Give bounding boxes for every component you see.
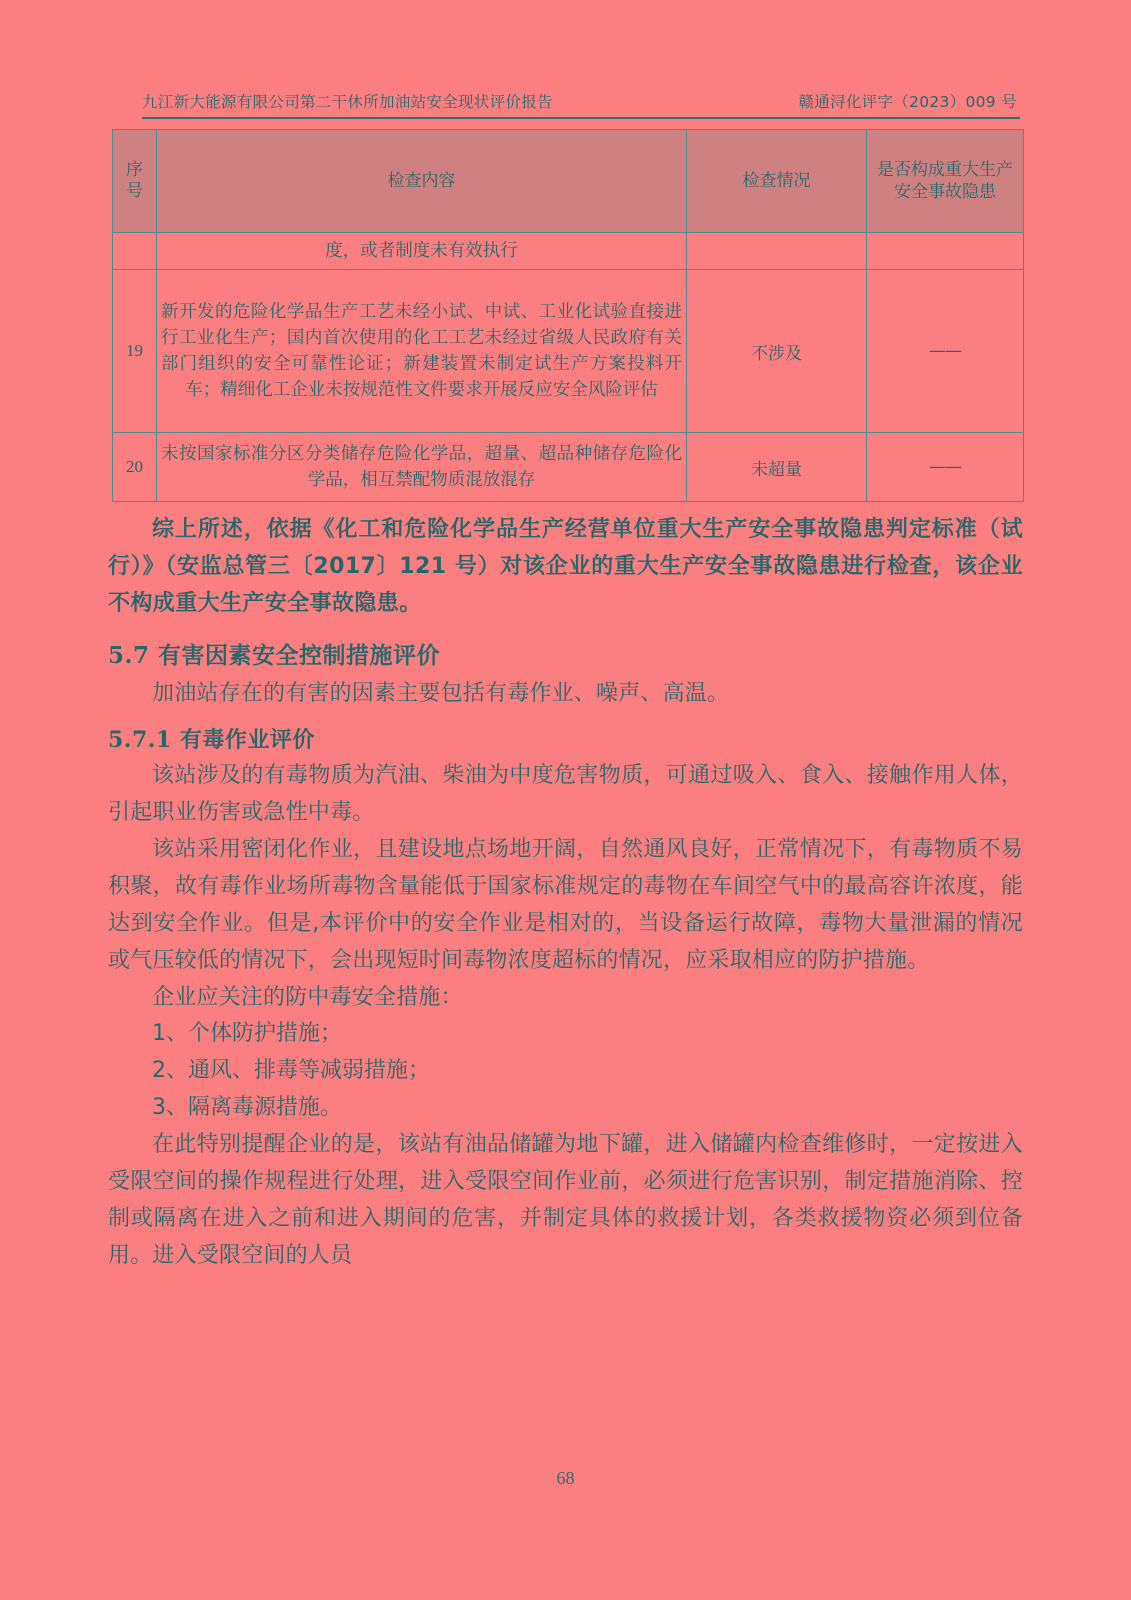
table-head bbox=[113, 130, 1024, 233]
running-header bbox=[108, 90, 1023, 117]
running-header-right: 赣通浔化评字（2023）009 号 bbox=[798, 93, 1017, 111]
column-header-major: 是否构成重大生产安全事故隐患 bbox=[867, 130, 1024, 233]
paragraph-1: 该站涉及的有毒物质为汽油、柴油为中度危害物质，可通过吸入、食入、接触作用人体，引起职业伤害或急性中毒。 bbox=[108, 762, 1023, 825]
column-header-item: 检查内容 bbox=[157, 130, 687, 233]
cell-no bbox=[113, 233, 157, 270]
cell-major: —— bbox=[867, 433, 1024, 502]
list-item: 2、通风、排毒等减弱措施； bbox=[152, 1058, 430, 1084]
column-header-no: 序 号 bbox=[113, 130, 157, 233]
table-row bbox=[113, 270, 1024, 433]
cell-item: 未按国家标准分区分类储存危险化学品，超量、超品种储存危险化学品，相互禁配物质混放混存 bbox=[157, 433, 687, 502]
table-row bbox=[113, 433, 1024, 502]
cell-major bbox=[867, 233, 1024, 270]
cell-status bbox=[687, 233, 867, 270]
spacer bbox=[108, 502, 1023, 512]
running-header-left: 九江新大能源有限公司第二干休所加油站安全现状评价报告 bbox=[142, 93, 553, 111]
list-item: 1、个体防护措施； bbox=[152, 1021, 342, 1047]
conclusion-paragraph: 综上所述，依据《化工和危险化学品生产经营单位重大生产安全事故隐患判定标准（试行）》（安监总管三〔2017〕121 号）对该企业的重大生产安全事故隐患进行检查，该企业不构成重大生产安全事故隐患。 bbox=[108, 517, 1023, 616]
cell-status: 不涉及 bbox=[687, 270, 867, 433]
paragraph-4: 在此特别提醒企业的是，该站有油品储罐为地下罐，进入储罐内检查维修时，一定按进入受限空间的操作规程进行处理，进入受限空间作业前，必须进行危害识别，制定措施消除、控制或隔离在进入之前和进入期间的危害，并制定具体的救援计划，各类救援物资必须到位备用。进入受限空间的人员 bbox=[108, 1132, 1023, 1269]
cell-item: 新开发的危险化学品生产工艺未经小试、中试、工业化试验直接进行工业化生产；国内首次使用的化工工艺未经过省级人民政府有关部门组织的安全可靠性论证；新建装置未制定试生产方案投料开车；精细化工企业未按规范性文件要求开展反应安全风险评估 bbox=[157, 270, 687, 433]
list-item: 3、隔离毒源措施。 bbox=[152, 1095, 342, 1121]
page-number: 68 bbox=[556, 1468, 575, 1488]
inspection-table bbox=[112, 129, 1024, 502]
section-heading-5-7: 5.7 有害因素安全控制措施评价 bbox=[108, 641, 441, 669]
cell-major: —— bbox=[867, 270, 1024, 433]
column-header-status: 检查情况 bbox=[687, 130, 867, 233]
section-heading-5-7-1: 5.7.1 有毒作业评价 bbox=[108, 726, 315, 753]
cell-item: 度，或者制度未有效执行 bbox=[157, 233, 687, 270]
table-header-row bbox=[113, 130, 1024, 233]
paragraph-3: 企业应关注的防中毒安全措施： bbox=[152, 984, 463, 1010]
page-content bbox=[108, 90, 1023, 1275]
header-rule bbox=[142, 117, 1020, 119]
table-body bbox=[113, 233, 1024, 502]
cell-no: 19 bbox=[113, 270, 157, 433]
cell-status: 未超量 bbox=[687, 433, 867, 502]
cell-no: 20 bbox=[113, 433, 157, 502]
paragraph-2: 该站采用密闭化作业，且建设地点场地开阔，自然通风良好，正常情况下，有毒物质不易积聚，故有毒作业场所毒物含量能低于国家标准规定的毒物在车间空气中的最高容许浓度，能达到安全作业。但是,本评价中的安全作业是相对的，当设备运行故障，毒物大量泄漏的情况或气压较低的情况下，会出现短时间毒物浓度超标的情况，应采取相应的防护措施。 bbox=[108, 836, 1023, 973]
table-row bbox=[113, 233, 1024, 270]
section-5-7-intro: 加油站存在的有害的因素主要包括有毒作业、噪声、高温。 bbox=[152, 680, 730, 706]
